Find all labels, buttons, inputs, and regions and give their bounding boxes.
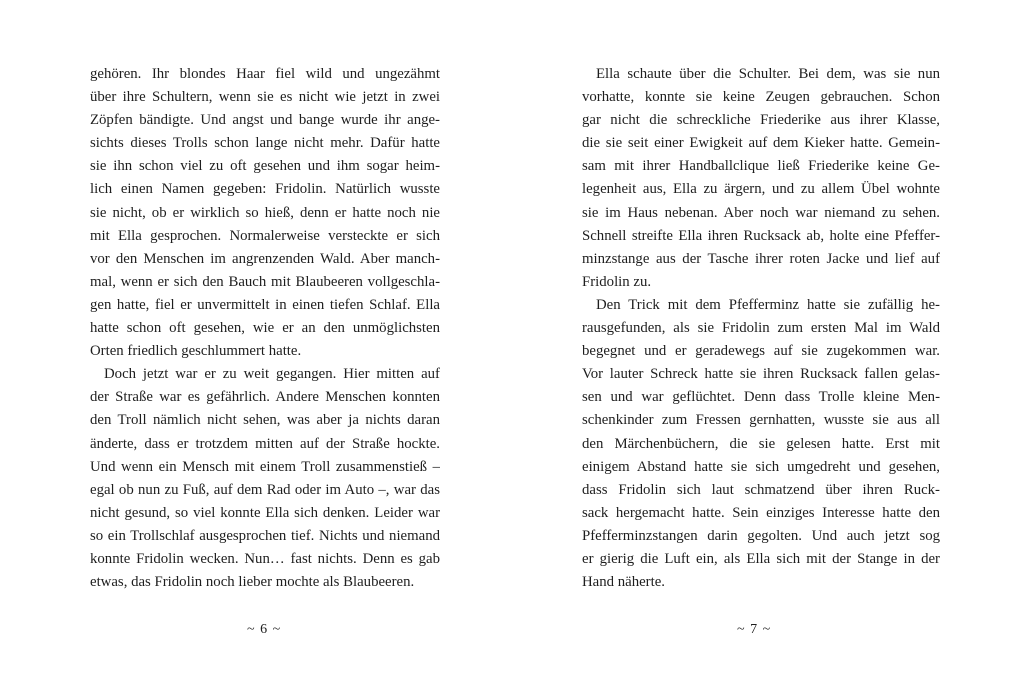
text-line: gehören. Ihr blondes Haar fiel wild und ungezähmt (90, 66, 440, 82)
text-line: nicht gesund, so viel konnte Ella sich denken. Leider war (90, 504, 440, 521)
text-line: so ein Trollschlaf ausgesprochen tief. Nichts und niemand (90, 527, 440, 544)
text-line: gen hatte, fiel er unvermittelt in einen tiefen Schlaf. Ella (90, 296, 440, 313)
text-line: sichts dieses Trolls schon lange nicht mehr. Dafür hatte (90, 135, 440, 152)
text-line: die sie seit einer Ewigkeit auf dem Kieker hatte. Gemein- (582, 135, 940, 152)
text-line: Schnell streifte Ella ihren Rucksack ab, holte eine Pfeffer- (582, 227, 940, 244)
text-line: Fridolin zu. (582, 273, 652, 290)
text-line: Orten friedlich geschlummert hatte. (90, 343, 302, 360)
text-line: rausgefunden, als sie Fridolin zum ersten Mal im Wald (582, 320, 940, 337)
text-line: begegnet und er geradewegs auf sie zugekommen war. (582, 343, 940, 360)
text-line: sie ihn schon viel zu oft gesehen und ihm sogar heim- (90, 158, 440, 175)
text-line: Hand näherte. (582, 574, 665, 591)
text-line: Und wenn ein Mensch mit einem Troll zusammenstieß – (90, 458, 440, 475)
text-line: mal, wenn er sich den Bauch mit Blaubeeren vollgeschla- (90, 273, 440, 290)
text-line: sam mit ihrer Handballclique ließ Friederike keine Ge- (582, 158, 940, 175)
text-line: minzstange aus der Tasche ihrer roten Jacke und lief auf (582, 250, 940, 267)
text-line: Pfefferminzstangen darin gegolten. Und auch jetzt sog (582, 527, 940, 544)
text-line: lich einen Namen gegeben: Fridolin. Natürlich wusste (90, 181, 440, 198)
right-page-text (582, 63, 940, 594)
text-line: Vor lauter Schreck hatte sie ihren Rucksack fallen gelas- (582, 366, 940, 383)
text-line: sie im Haus nebenan. Aber noch war niemand zu sehen. (582, 204, 940, 221)
text-line: konnte Fridolin wecken. Nun… fast nichts. Denn es gab (90, 550, 440, 567)
text-line: änderte, dass er trotzdem mitten auf der Straße hockte. (90, 435, 440, 452)
text-line: sen und war geflüchtet. Denn dass Trolle kleine Men- (582, 389, 940, 406)
text-line: dass Fridolin sich laut schmatzend über ihren Ruck- (582, 481, 940, 498)
text-line: vor den Menschen im angrenzenden Wald. Aber manch- (90, 250, 440, 267)
text-line: Ella schaute über die Schulter. Bei dem, was sie nun (596, 66, 940, 82)
page-number: ~ 6 ~ (247, 622, 282, 637)
text-line: Den Trick mit dem Pfefferminz hatte sie zufällig he- (596, 296, 940, 313)
text-line: egal ob nun zu Fuß, auf dem Rad oder im Auto –, war das (90, 481, 440, 498)
text-line: einigem Abstand hatte sie sich umgedreht und gesehen, (582, 458, 940, 475)
page-number: ~ 7 ~ (737, 622, 772, 637)
right-page (510, 0, 1020, 691)
text-line: sack hergemacht hatte. Sein einziges Interesse hatte den (582, 504, 940, 521)
text-line: den Troll nämlich nicht sehen, was aber ja nichts daran (90, 412, 440, 429)
text-line: legenheit aus, Ella zu ärgern, und zu allem Übel wohnte (582, 181, 940, 198)
text-line: mit Ella gesprochen. Normalerweise versteckte er sich (90, 227, 440, 244)
text-line: Doch jetzt war er zu weit gegangen. Hier mitten auf (104, 366, 440, 383)
text-line: etwas, das Fridolin noch lieber mochte als Blaubeeren. (90, 574, 415, 591)
text-line: er gierig die Luft ein, als Ella sich mit der Stange in der (582, 550, 940, 567)
text-line: über ihre Schultern, wenn sie es nicht wie jetzt in zwei (90, 89, 440, 106)
text-line: sie nicht, ob er wirklich so hieß, denn er hatte noch nie (90, 204, 440, 221)
text-line: schenkinder zum Fressen gernhatten, wusste sie aus all (582, 412, 940, 429)
text-line: den Märchenbüchern, die sie gelesen hatte. Erst mit (582, 435, 940, 452)
text-line: der Straße war es gefährlich. Andere Menschen konnten (90, 389, 440, 406)
text-line: Zöpfen bändigte. Und angst und bange wurde ihr ange- (90, 112, 440, 129)
text-line: gar nicht die schreckliche Friederike aus ihrer Klasse, (582, 112, 940, 129)
left-page-text (90, 63, 440, 594)
text-line: vorhatte, konnte sie keine Zeugen gebrauchen. Schon (582, 89, 940, 106)
text-line: hatte schon oft gesehen, wie er an den unmöglichsten (90, 320, 440, 337)
